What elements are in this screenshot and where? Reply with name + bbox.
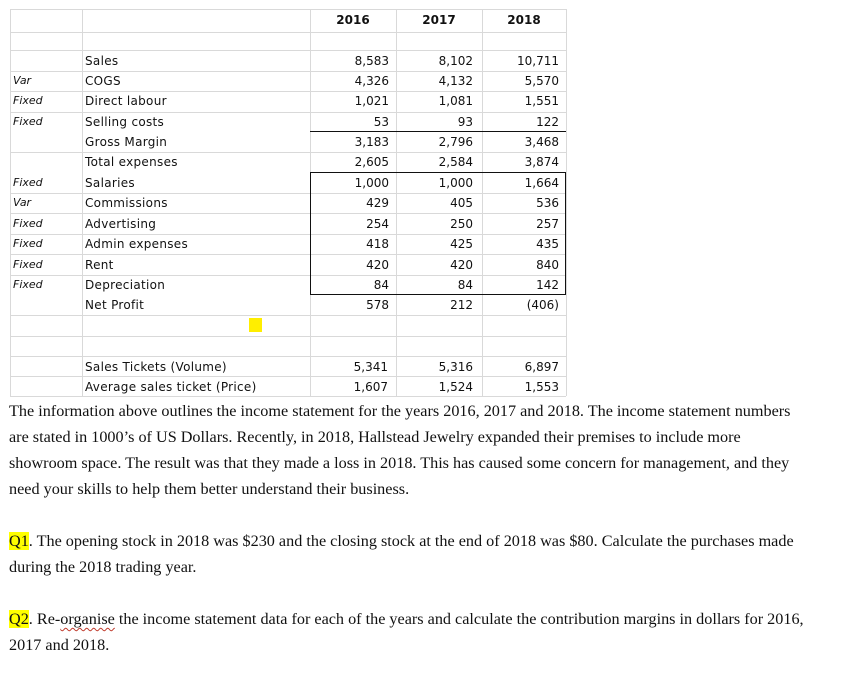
row-category: Fixed: [13, 94, 43, 107]
row-category: Fixed: [13, 278, 43, 291]
table-row: [0, 234, 566, 254]
row-category: Fixed: [13, 258, 43, 271]
row-label: Commissions: [85, 196, 168, 210]
value-2016: 1,021: [354, 94, 389, 108]
value-2016: 254: [366, 217, 389, 231]
row-label: Sales: [85, 54, 119, 68]
value-2016: 1,000: [354, 176, 389, 190]
table-row: [0, 132, 566, 152]
table-row: [0, 193, 566, 213]
row-label: Gross Margin: [85, 135, 168, 149]
value-2016: 2,605: [354, 155, 389, 169]
value-2018: 536: [536, 196, 559, 210]
row-category: Fixed: [13, 115, 43, 128]
value-2017: 5,316: [438, 360, 473, 374]
row-category: [11, 51, 81, 71]
value-2016: 5,341: [353, 360, 388, 374]
value-2018: 6,897: [524, 360, 559, 374]
row-category: Var: [13, 196, 32, 209]
year-header-row: [0, 10, 566, 30]
q2-text-post: the income statement data for each of the years and calculate the contribution margins in dollars for 2016, 2017 and 2018.: [9, 610, 804, 654]
value-2017: 2,584: [438, 155, 473, 169]
value-2017: 425: [450, 237, 473, 251]
year-header-2016: 2016: [336, 13, 370, 27]
value-2018: 1,553: [524, 380, 559, 394]
value-2017: 1,000: [438, 176, 473, 190]
row-category: Fixed: [13, 217, 43, 230]
row-label: Admin expenses: [85, 237, 189, 251]
table-row-sales-tickets: [0, 357, 566, 377]
question-2: [9, 606, 809, 658]
value-2016: 8,583: [354, 54, 389, 68]
row-label: Salaries: [85, 176, 135, 190]
value-2018: 10,711: [517, 54, 559, 68]
question-1: [9, 528, 809, 580]
value-2016: 3,183: [354, 135, 389, 149]
value-2016: 418: [366, 237, 389, 251]
row-category: Fixed: [13, 176, 43, 189]
row-label: Advertising: [85, 217, 157, 231]
value-2017: 250: [450, 217, 473, 231]
value-2018: 142: [536, 278, 559, 292]
table-row-average-ticket: [0, 377, 566, 397]
table-row: [0, 71, 566, 91]
value-2017: 93: [457, 115, 473, 129]
row-label: Direct labour: [85, 94, 167, 108]
q1-label: Q1: [9, 532, 29, 550]
value-2018: 122: [536, 115, 559, 129]
year-header-2017: 2017: [422, 13, 456, 27]
q2-label: Q2: [9, 610, 29, 628]
intro-paragraph: The information above outlines the income statement for the years 2016, 2017 and 2018. The income statement numbers are stated in 1000’s of US Dollars. Recently, in 2018, Hallstead Jewelry expanded their premises to include more showroom space. The result was that they made a loss in 2018. This has caused some concern for management, and they need your skills to help them better understand their business.: [9, 402, 791, 498]
table-row: [0, 275, 566, 295]
value-2018: 257: [536, 217, 559, 231]
row-category: Fixed: [13, 237, 43, 250]
value-2018: 3,468: [524, 135, 559, 149]
value-2016: 429: [366, 196, 389, 210]
value-2018: 5,570: [524, 74, 559, 88]
table-row: [0, 173, 566, 193]
value-2017: 1,081: [438, 94, 473, 108]
document-body: [9, 398, 809, 658]
table-row: [0, 255, 566, 275]
value-2016: 4,326: [354, 74, 389, 88]
value-2018: 840: [536, 258, 559, 272]
value-2018: 1,664: [524, 176, 559, 190]
value-2016: 578: [366, 298, 389, 312]
row-label: Sales Tickets (Volume): [85, 360, 227, 374]
row-label: COGS: [85, 74, 121, 88]
value-2016: 84: [373, 278, 389, 292]
value-2018: (406): [526, 298, 559, 312]
value-2017: 2,796: [438, 135, 473, 149]
q2-text-pre: . Re-: [28, 610, 61, 628]
row-label: Total expenses: [85, 155, 178, 169]
table-row-net-profit: [0, 295, 566, 315]
q1-text: . The opening stock in 2018 was $230 and the closing stock at the end of 2018 was $80. Calculate the purchases made during the 2018 trading year.: [9, 532, 794, 576]
value-2016: 420: [366, 258, 389, 272]
table-row: [0, 51, 566, 71]
value-2017: 405: [450, 196, 473, 210]
table-row: [0, 112, 566, 132]
value-2017: 212: [450, 298, 473, 312]
row-category: Var: [13, 74, 32, 87]
year-header-2018: 2018: [507, 13, 541, 27]
value-2016: 53: [373, 115, 389, 129]
table-row: [0, 214, 566, 234]
row-label: Average sales ticket (Price): [85, 380, 257, 394]
value-2017: 1,524: [438, 380, 473, 394]
row-label: Depreciation: [85, 278, 166, 292]
spellcheck-flagged-word: organise: [60, 610, 115, 628]
row-label: Selling costs: [85, 115, 165, 129]
row-category: [11, 132, 81, 152]
row-category: [11, 295, 81, 315]
value-2018: 435: [536, 237, 559, 251]
table-row: [0, 152, 566, 172]
value-2016: 1,607: [353, 380, 388, 394]
table-row: [0, 91, 566, 111]
highlighted-cell-marker: [249, 318, 262, 332]
row-label: Rent: [85, 258, 114, 272]
value-2017: 8,102: [438, 54, 473, 68]
value-2018: 1,551: [524, 94, 559, 108]
value-2017: 420: [450, 258, 473, 272]
value-2018: 3,874: [524, 155, 559, 169]
row-category: [11, 152, 81, 172]
value-2017: 84: [457, 278, 473, 292]
value-2017: 4,132: [438, 74, 473, 88]
row-label: Net Profit: [85, 298, 145, 312]
